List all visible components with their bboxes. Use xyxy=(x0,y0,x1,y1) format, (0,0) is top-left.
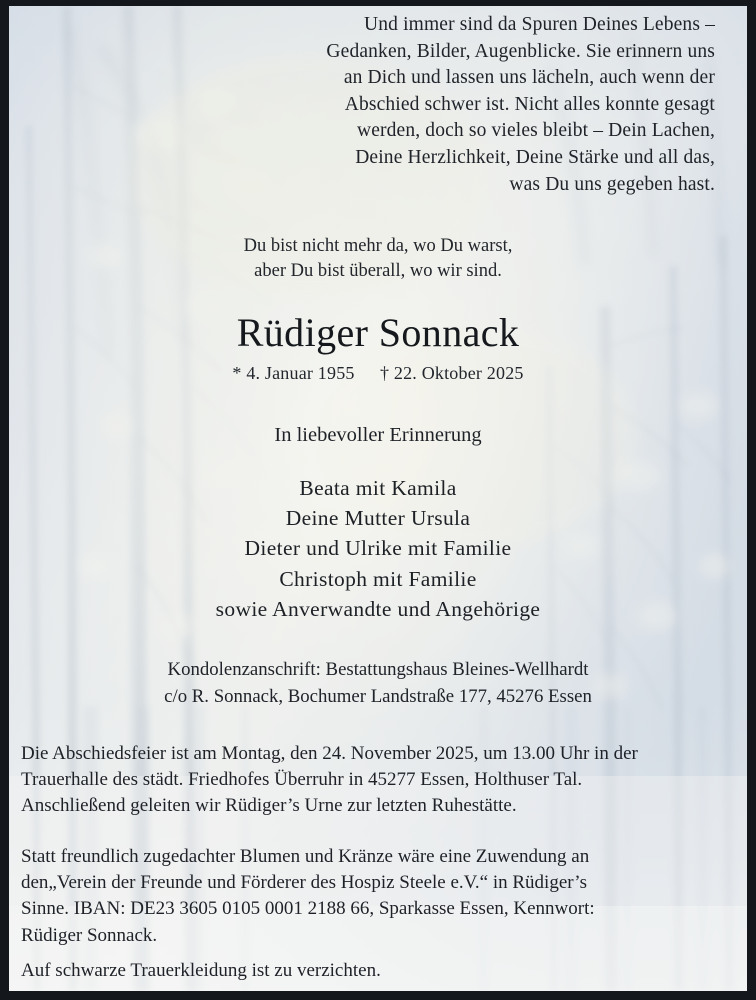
survivor-line: Deine Mutter Ursula xyxy=(285,506,471,531)
birth-symbol-icon: * xyxy=(232,363,242,383)
poem-line-4: Abschied schwer ist. Nicht alles konnte gesagt xyxy=(344,93,715,115)
funeral-line-2: Trauerhalle des städt. Friedhofes Überruhr in 45277 Essen, Holthuser Tal. xyxy=(21,769,583,791)
death-symbol-icon: † xyxy=(380,363,390,383)
funeral-line-3: Anschließend geleiten wir Rüdiger’s Urne zur letzten Ruhestätte. xyxy=(21,795,517,817)
verse-line-2: aber Du bist überall, wo wir sind. xyxy=(254,261,502,281)
poem-line-1: Und immer sind da Spuren Deines Lebens – xyxy=(364,14,715,35)
condolence-address xyxy=(9,656,747,710)
memorial-poem xyxy=(295,12,715,198)
donation-request xyxy=(21,844,737,949)
funeral-line-1: Die Abschiedsfeier ist am Montag, den 24. November 2025, um 13.00 Uhr in der xyxy=(21,743,638,764)
poem-line-5: werden, doch so vieles bleibt – Dein Lachen, xyxy=(356,120,715,142)
condolence-line-2: c/o R. Sonnack, Bochumer Landstraße 177, 45276 Essen xyxy=(164,686,592,707)
verse-line-1: Du bist nicht mehr da, wo Du warst, xyxy=(243,236,513,256)
survivors-list xyxy=(9,473,747,624)
poem-line-2: Gedanken, Bilder, Augenblicke. Sie erinnern uns xyxy=(326,40,715,62)
deceased-name: Rüdiger Sonnack xyxy=(236,310,520,355)
poem-line-3: an Dich und lassen uns lächeln, auch wenn der xyxy=(343,67,715,89)
survivor-line: sowie Anverwandte und Angehörige xyxy=(215,596,541,621)
dress-code-line: Auf schwarze Trauerkleidung ist zu verzichten. xyxy=(21,960,381,981)
obituary-content xyxy=(9,6,747,991)
life-dates xyxy=(9,361,747,385)
survivor-line: Beata mit Kamila xyxy=(299,476,457,500)
death-date: 22. Oktober 2025 xyxy=(393,363,524,383)
poem-line-6: Deine Herzlichkeit, Deine Stärke und all das, xyxy=(355,146,715,168)
memorial-verse xyxy=(9,234,747,284)
survivor-line: Dieter und Ulrike mit Familie xyxy=(244,536,512,561)
birth-date: 4. Januar 1955 xyxy=(246,363,355,383)
survivor-line: Christoph mit Familie xyxy=(279,566,477,591)
donation-iban-line: Sinne. IBAN: DE23 3605 0105 0001 2188 66, Sparkasse Essen, Kennwort: xyxy=(21,898,595,920)
condolence-line-1: Kondolenzanschrift: Bestattungshaus Bleines-Wellhardt xyxy=(167,659,589,680)
donation-line-4: Rüdiger Sonnack. xyxy=(21,924,158,946)
memorial-heading: In liebevoller Erinnerung xyxy=(274,424,482,446)
poem-line-7: was Du uns gegeben hast. xyxy=(509,173,715,195)
donation-line-1: Statt freundlich zugedachter Blumen und Kränze wäre eine Zuwendung an xyxy=(21,846,590,867)
funeral-details xyxy=(21,741,737,820)
dress-code-note xyxy=(21,958,737,984)
donation-line-2: den„Verein der Freunde und Förderer des Hospiz Steele e.V.“ in Rüdiger’s xyxy=(21,872,587,894)
